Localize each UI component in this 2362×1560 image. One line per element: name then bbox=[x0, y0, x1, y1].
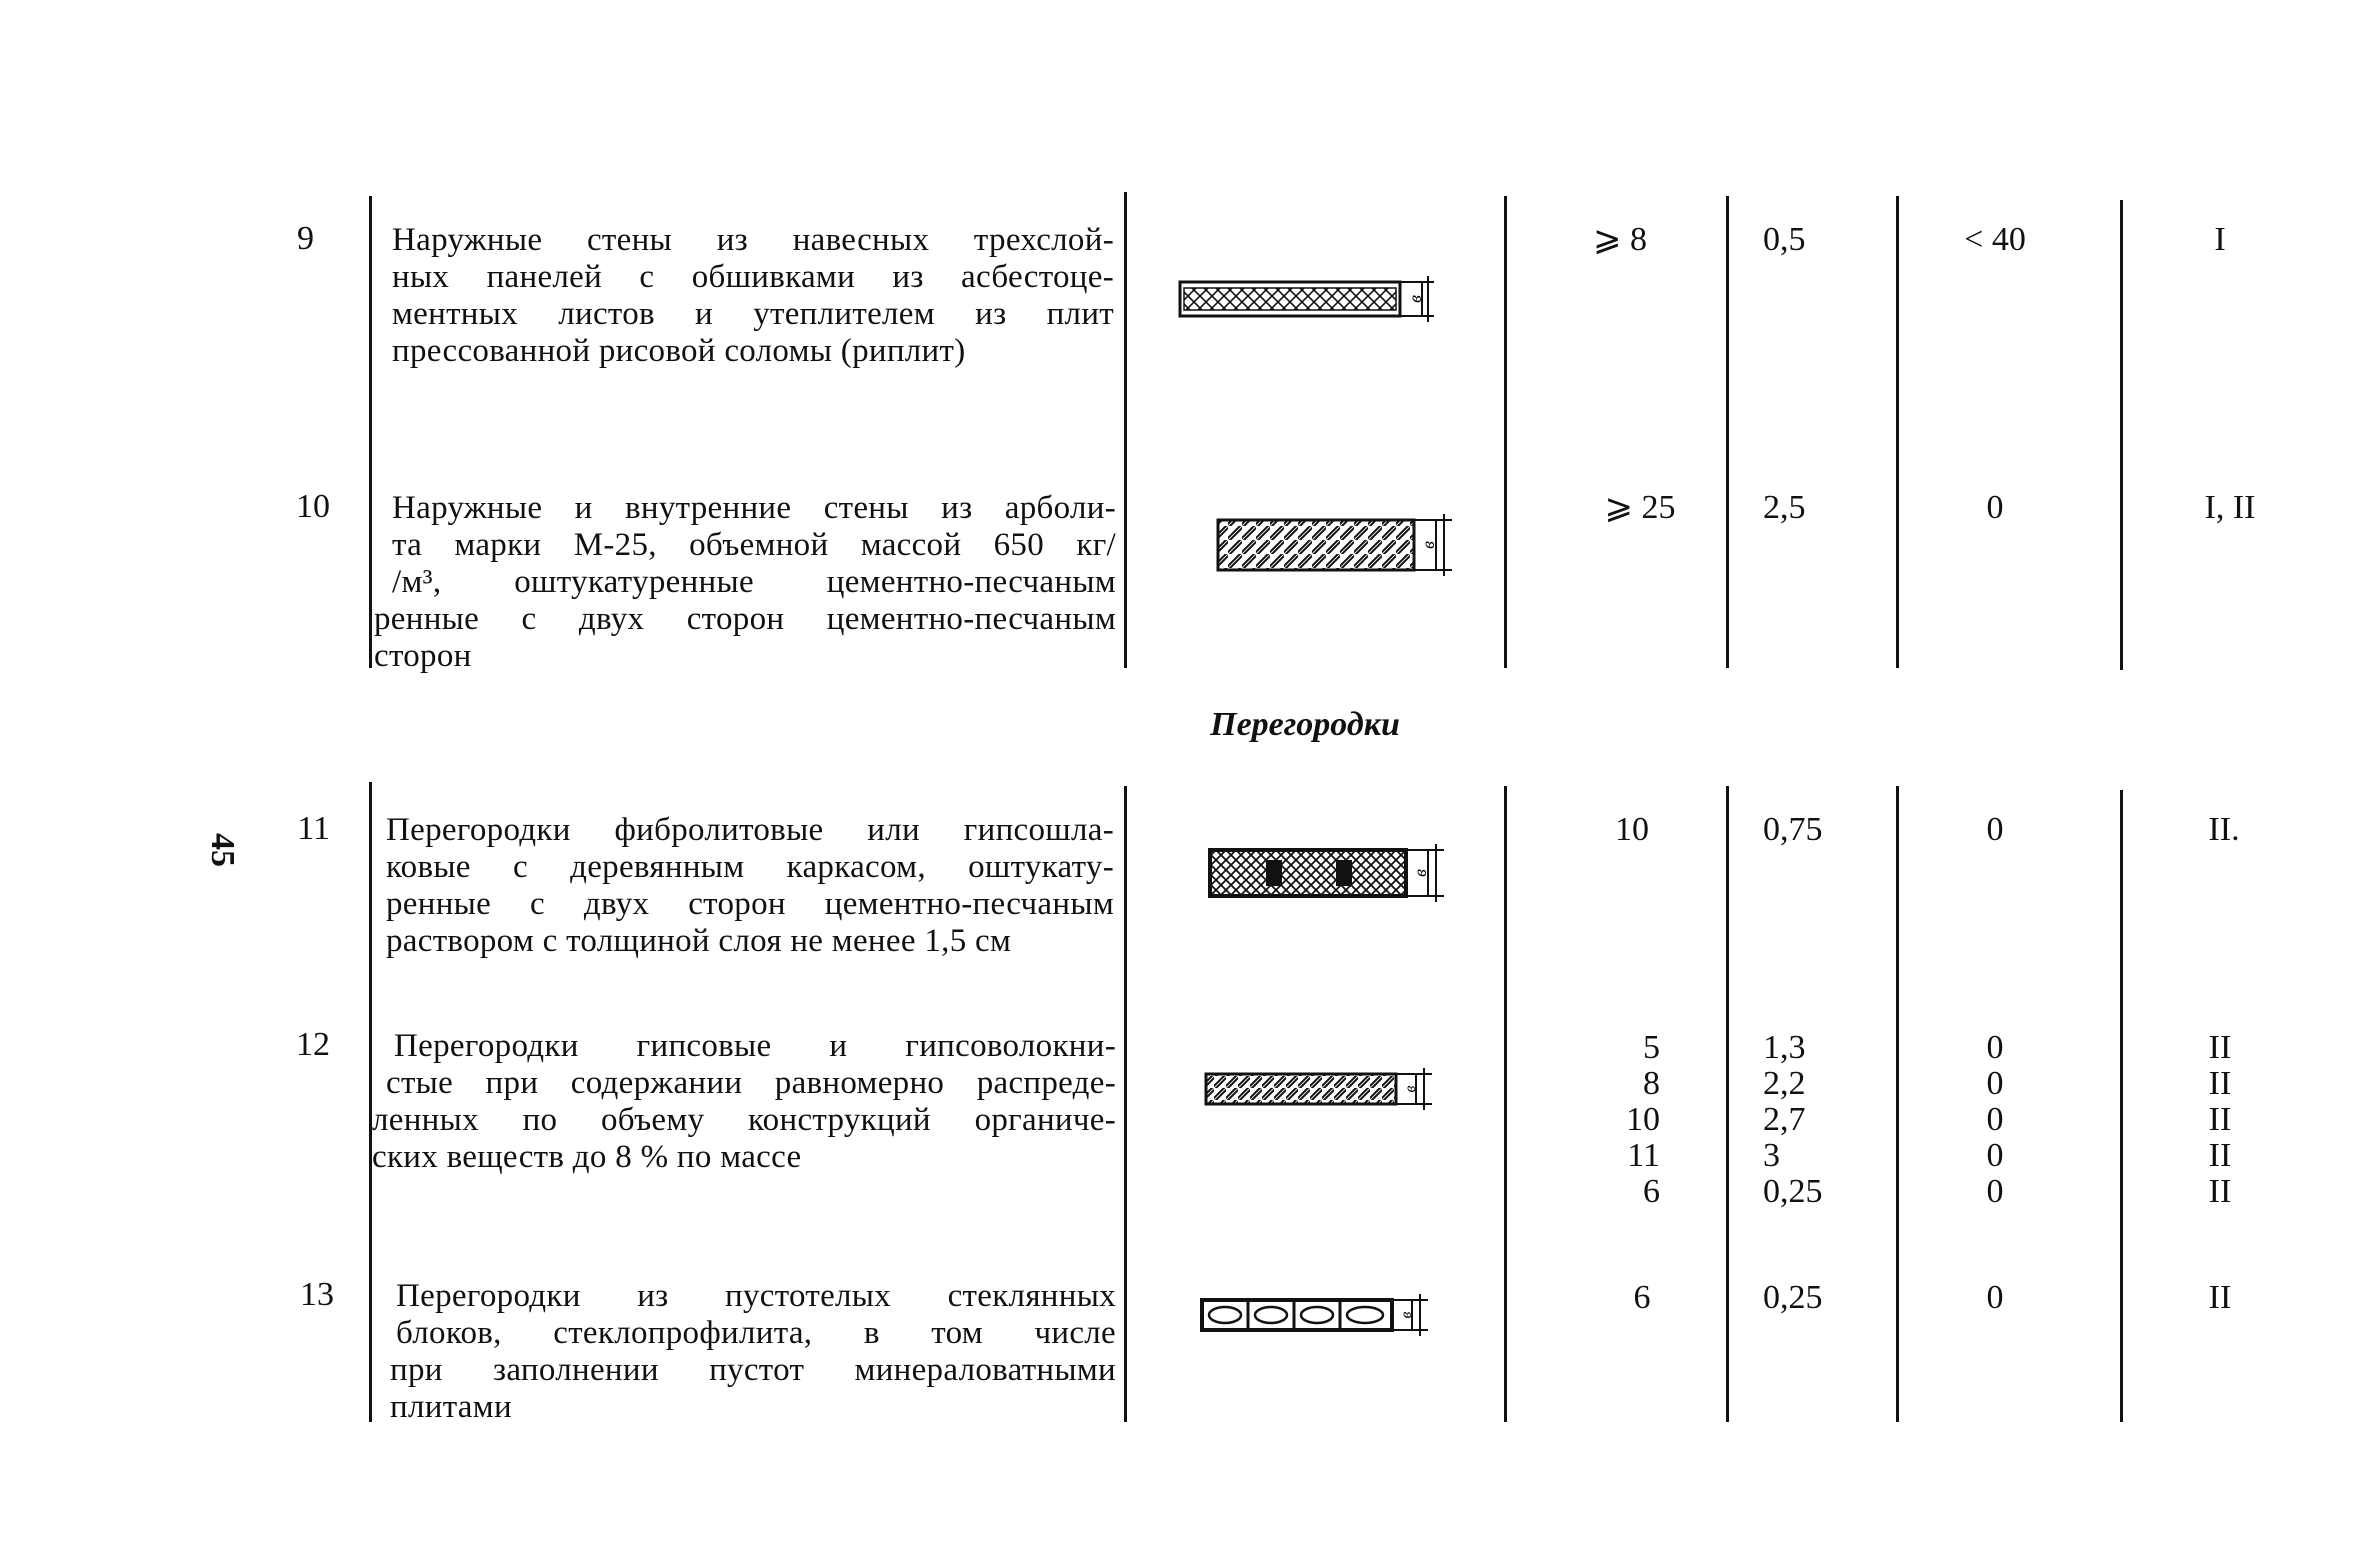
table-rule bbox=[1124, 786, 1127, 1422]
cell-value: II bbox=[2208, 1279, 2232, 1316]
row-number: 9 bbox=[297, 220, 314, 257]
table-rule bbox=[2120, 200, 2123, 670]
row-number: 12 bbox=[296, 1026, 330, 1063]
cell-value: 6 bbox=[1643, 1173, 1660, 1210]
table-rule bbox=[2120, 790, 2123, 1422]
row-description bbox=[374, 490, 1116, 675]
row-col-3 bbox=[1930, 490, 2060, 526]
description-line: Перегородки гипсовые и гипсоволокни- bbox=[394, 1028, 1116, 1064]
partition-section-diagram bbox=[1206, 840, 1456, 906]
description-line: ковые с деревянным каркасом, оштукату- bbox=[386, 849, 1114, 885]
cell-value: 2,2 bbox=[1763, 1065, 1806, 1102]
cell-value: II bbox=[2208, 1137, 2232, 1174]
row-col-2 bbox=[1763, 1030, 1883, 1210]
table-rule bbox=[1726, 196, 1729, 668]
wall-section-diagram bbox=[1176, 272, 1446, 328]
thickness-label: в bbox=[1402, 1085, 1419, 1093]
row-col-2 bbox=[1763, 1280, 1883, 1316]
row-col-1 bbox=[1582, 1280, 1702, 1316]
description-line: прессованной рисовой соломы (риплит) bbox=[392, 333, 966, 369]
section-title: Перегородки bbox=[1210, 706, 1400, 743]
row-col-2 bbox=[1763, 812, 1883, 848]
cell-value: II bbox=[2208, 1101, 2232, 1138]
cell-value: 2,5 bbox=[1763, 489, 1806, 526]
cell-value: 2,7 bbox=[1763, 1101, 1806, 1138]
partition-section-diagram bbox=[1198, 1290, 1438, 1340]
description-line: Перегородки из пустотелых стеклянных bbox=[396, 1278, 1116, 1314]
cell-value: 0 bbox=[1986, 1279, 2004, 1316]
row-description bbox=[392, 222, 1114, 370]
wall-section-diagram bbox=[1214, 512, 1458, 578]
thickness-label: в bbox=[1410, 869, 1430, 877]
cell-value: 0 bbox=[1986, 1137, 2004, 1174]
row-col-3 bbox=[1930, 812, 2060, 848]
description-line: раствором с толщиной слоя не менее 1,5 см bbox=[386, 923, 1012, 959]
cell-value: 0 bbox=[1986, 1173, 2004, 1210]
row-col-4 bbox=[2164, 812, 2284, 848]
cell-value: II bbox=[2208, 1029, 2232, 1066]
cell-value: 5 bbox=[1643, 1029, 1660, 1066]
cell-value: 0 bbox=[1986, 1101, 2004, 1138]
cell-value: I bbox=[2214, 221, 2226, 258]
row-col-4 bbox=[2160, 222, 2280, 258]
cell-value: 10 bbox=[1615, 811, 1649, 848]
row-col-2 bbox=[1763, 222, 1883, 258]
row-number: 11 bbox=[297, 810, 330, 847]
row-col-1 bbox=[1580, 490, 1700, 526]
row-col-4 bbox=[2160, 1030, 2280, 1210]
cell-value: 3 bbox=[1763, 1137, 1780, 1174]
row-col-3 bbox=[1930, 222, 2060, 258]
thickness-label: в bbox=[1418, 541, 1438, 549]
cell-value: 0,25 bbox=[1763, 1279, 1823, 1316]
row-col-3 bbox=[1930, 1280, 2060, 1316]
table-rule bbox=[1726, 786, 1729, 1422]
cell-value: 0 bbox=[1986, 811, 2004, 848]
table-rule bbox=[1896, 786, 1899, 1422]
cell-value: II. bbox=[2208, 811, 2240, 848]
description-line: ных панелей с обшивками из асбестоце- bbox=[392, 259, 1114, 295]
row-col-1 bbox=[1540, 1030, 1660, 1210]
table-rule bbox=[1896, 196, 1899, 668]
cell-value: 1,3 bbox=[1763, 1029, 1806, 1066]
cell-value: 0 bbox=[1986, 489, 2004, 526]
thickness-label: в bbox=[1398, 1311, 1415, 1319]
description-line: стые при содержании равномерно распреде- bbox=[386, 1065, 1116, 1101]
description-line: ренные с двух сторон цементно-песчаным bbox=[374, 601, 1116, 637]
cell-value: II bbox=[2208, 1173, 2232, 1210]
row-number: 10 bbox=[296, 488, 330, 525]
description-line: плитами bbox=[390, 1389, 512, 1425]
table-rule bbox=[1504, 196, 1507, 668]
description-line: ренные с двух сторон цементно-песчаным bbox=[386, 886, 1114, 922]
row-description bbox=[372, 1278, 1116, 1426]
description-line: Наружные стены из навесных трехслой- bbox=[392, 222, 1114, 258]
cell-value: 6 bbox=[1633, 1279, 1651, 1316]
description-line: сторон bbox=[374, 638, 472, 674]
cell-value: < 40 bbox=[1964, 221, 2026, 258]
row-number: 13 bbox=[300, 1276, 334, 1313]
description-line: Наружные и внутренние стены из арболи- bbox=[392, 490, 1116, 526]
cell-value: 8 bbox=[1643, 1065, 1660, 1102]
row-col-4 bbox=[2170, 490, 2290, 526]
cell-value: 11 bbox=[1627, 1137, 1660, 1174]
thickness-label: в bbox=[1405, 295, 1425, 303]
row-col-1 bbox=[1560, 222, 1680, 258]
cell-value: 0,5 bbox=[1763, 221, 1806, 258]
description-line: /м³, оштукатуренные цементно-песчаным bbox=[392, 564, 1116, 600]
description-line: ментных листов и утеплителем из плит bbox=[392, 296, 1114, 332]
cell-value: 0,25 bbox=[1763, 1173, 1823, 1210]
description-line: та марки М-25, объемной массой 650 кг/ bbox=[392, 527, 1116, 563]
cell-value: ⩾ 25 bbox=[1604, 489, 1676, 526]
cell-value: 0,75 bbox=[1763, 811, 1823, 848]
page-number: 45 bbox=[204, 833, 241, 867]
cell-value: 10 bbox=[1626, 1101, 1660, 1138]
table-rule bbox=[1504, 786, 1507, 1422]
cell-value: ⩾ 8 bbox=[1593, 221, 1647, 258]
row-col-4 bbox=[2160, 1280, 2280, 1316]
row-description bbox=[372, 1028, 1116, 1176]
cell-value: 0 bbox=[1986, 1065, 2004, 1102]
description-line: блоков, стеклопрофилита, в том числе bbox=[396, 1315, 1116, 1351]
description-line: ленных по объему конструкций органиче- bbox=[372, 1102, 1116, 1138]
cell-value: I, II bbox=[2204, 489, 2256, 526]
cell-value: 0 bbox=[1986, 1029, 2004, 1066]
row-col-1 bbox=[1572, 812, 1692, 848]
partition-section-diagram bbox=[1202, 1064, 1442, 1114]
table-rule bbox=[1124, 192, 1127, 668]
row-col-3 bbox=[1930, 1030, 2060, 1210]
description-line: ских веществ до 8 % по массе bbox=[372, 1139, 802, 1175]
description-line: Перегородки фибролитовые или гипсошла- bbox=[386, 812, 1114, 848]
row-description bbox=[386, 812, 1114, 960]
description-line: при заполнении пустот минераловатными bbox=[390, 1352, 1116, 1388]
cell-value: II bbox=[2208, 1065, 2232, 1102]
row-col-2 bbox=[1763, 490, 1883, 526]
table-rule bbox=[369, 196, 372, 668]
